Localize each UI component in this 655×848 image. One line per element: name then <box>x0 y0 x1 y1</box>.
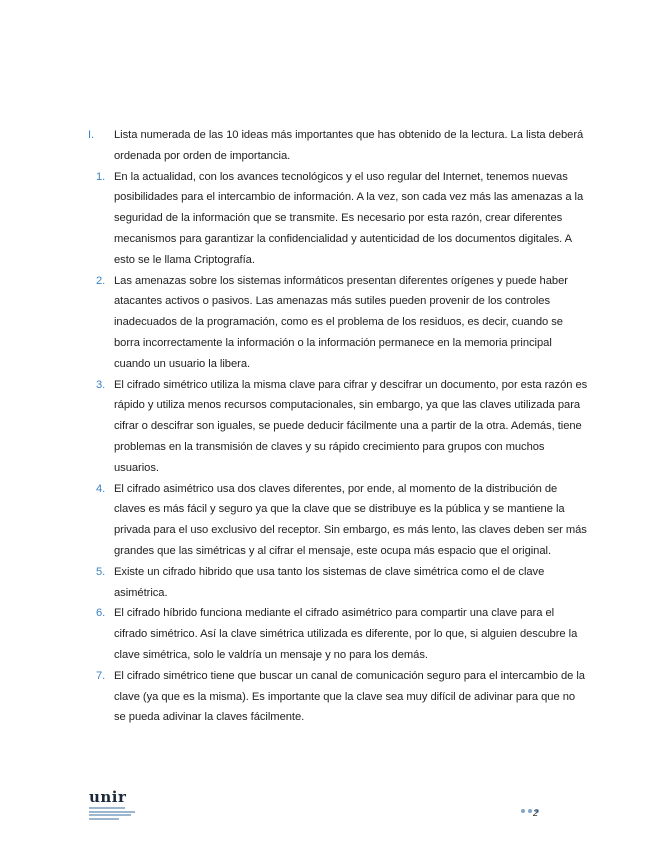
list-text: El cifrado simétrico tiene que buscar un canal de comunicación seguro para el intercambio de la clave (ya que es la misma). Es importante que la clave sea muy difícil de adivinar para que no se pueda adivinar la claves fácilmente. <box>114 669 585 724</box>
list-number: 2. <box>96 274 106 287</box>
document-body <box>88 125 588 728</box>
decorative-dots-icon <box>521 800 542 818</box>
intro-item <box>88 125 588 167</box>
roman-marker: I. <box>88 129 95 141</box>
list-number: 1. <box>96 170 106 183</box>
logo-tagline-graphic <box>89 807 135 820</box>
list-item <box>88 271 588 375</box>
list-text: El cifrado híbrido funciona mediante el cifrado asimétrico para compartir una clave para el cifrado simétrico. Así la clave simétrica utilizada es diferente, por lo que, si alguien descubre la clave simétrica, solo le valdría un mensaje y no para los demás. <box>114 607 578 661</box>
list-item <box>88 562 588 604</box>
list-number: 4. <box>96 482 106 495</box>
page-number: 2 <box>533 808 539 818</box>
list-text: Las amenazas sobre los sistemas informáticos presentan diferentes orígenes y puede haber atacantes activos o pasivos. Las amenazas más sutiles pueden provenir de los controles inadecuados de la programación, como es el problema de los residuos, es decir, cuando se borra incorrectamente la información o la información permanece en la memoria principal cuando un usuario la libera. <box>114 274 568 370</box>
list-number: 6. <box>96 607 106 620</box>
list-item <box>88 603 588 665</box>
list-item <box>88 167 588 271</box>
list-text: En la actualidad, con los avances tecnológicos y el uso regular del Internet, tenemos nuevas posibilidades para el intercambio de información. A la vez, son cada vez más las amenazas a la seguridad de la información que se transmite. Es necesario por esta razón, crear diferentes mecanismos para garantizar la confidencialidad y autenticidad de los documentos digitales. A esto se le llama Criptografía. <box>114 170 584 266</box>
list-item <box>88 375 588 479</box>
list-item <box>88 666 588 728</box>
logo-wordmark: unir <box>89 788 127 806</box>
list-text: Existe un cifrado hibrido que usa tanto los sistemas de clave simétrica como el de clave asimétrica. <box>114 565 545 599</box>
list-text: El cifrado simétrico utiliza la misma clave para cifrar y descifrar un documento, por esta razón es rápido y utiliza menos recursos computacionales, sin embargo, ya que las claves utilizada para cifrar o descifrar son iguales, se puede deducir fácilmente una a partir de la otra. Además, tiene problemas en la transmisión de claves y su rápido crecimiento para grupos con muchos usuarios. <box>114 378 588 474</box>
list-item <box>88 479 588 562</box>
list-number: 3. <box>96 378 106 391</box>
list-text: El cifrado asimétrico usa dos claves diferentes, por ende, al momento de la distribución de claves es más fácil y seguro ya que la clave que se distribuye es la pública y se mantiene la privada para el uso exclusivo del receptor. Sin embargo, es más lento, las claves deben ser más grandes que las simétricas y al cifrar el mensaje, este ocupa más espacio que el original. <box>114 482 587 557</box>
list-number: 5. <box>96 565 106 578</box>
intro-text: Lista numerada de las 10 ideas más importantes que has obtenido de la lectura. La lista deberá ordenada por orden de importancia. <box>114 129 584 162</box>
unir-logo <box>89 789 135 821</box>
list-number: 7. <box>96 669 106 682</box>
